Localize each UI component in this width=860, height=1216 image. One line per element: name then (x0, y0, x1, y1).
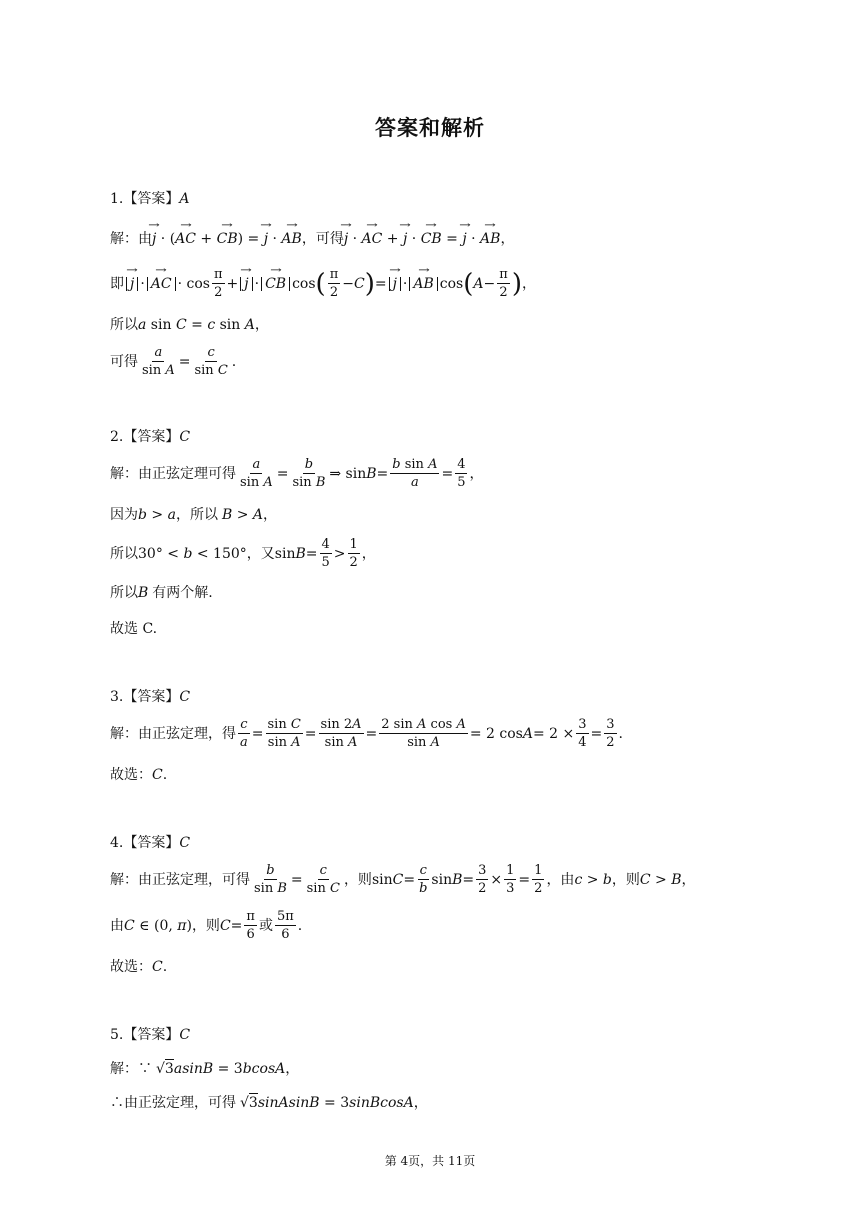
q4-l1-mid2: ，由 (546, 871, 575, 888)
q3-answer-label: 3.【答案】 (110, 689, 180, 705)
q4-l1-formula-a: $\frac{b}{\text{sin B}}$ = $\frac{c}{\text{sin C}}$ (254, 863, 340, 896)
page-footer: 第 4页，共 11页 (384, 1154, 476, 1168)
q5-l1-prefix: 解：∵ (110, 1061, 152, 1077)
q2-solution-line-5 (110, 622, 157, 636)
q2-answer-label: 2.【答案】 (110, 429, 180, 445)
q2-l2-formula-a: b > a (138, 507, 176, 523)
q1-answer-value: A (179, 191, 190, 207)
q2-l4-var: B (138, 585, 149, 601)
q2-conclusion: 故选 C. (110, 621, 158, 637)
q1-l2-formula: → j · → AC · cos $\frac{\pi}{2}$ + → j · → CB cos ( $\frac{\pi}{2}$ − C ) = → j · → AB cos ( A − $\frac{\pi}{2}$ ) ， (124, 268, 536, 299)
q2-solution-line-2 (110, 508, 277, 522)
q4-l1-formula-d: C > B， (639, 871, 696, 888)
q5-answer-line (110, 1028, 190, 1042)
q2-l2-formula-b: B > A， (221, 507, 278, 523)
q4-answer-line (110, 836, 190, 850)
q2-answer-value: C (179, 429, 191, 445)
q4-l1-formula-c: c > b (574, 871, 612, 888)
q4-l1-mid3: ，则 (611, 871, 640, 888)
q2-solution-line-1 (110, 458, 483, 489)
q4-l1-mid1: ，则 (343, 871, 372, 888)
q2-solution-line-4 (110, 586, 213, 600)
q1-solution-line-1 (110, 232, 514, 246)
q2-l3-formula-b: sin B = $\frac{4}{5}$ > $\frac{1}{2}$ ， (274, 537, 376, 570)
q4-l2-formula-b: C = $\frac{\pi}{6}$ 或 $\frac{5\pi}{6}$ . (219, 909, 303, 942)
q2-l4-prefix: 所以 (110, 585, 138, 601)
q1-solution-line-2 (110, 268, 536, 299)
q2-l1-prefix: 解：由正弦定理可得 (110, 465, 236, 482)
q1-l1-mid: ，可得 (301, 231, 344, 247)
q2-answer-line (110, 430, 190, 444)
page-title: 答案和解析 (375, 116, 485, 140)
q1-l1-prefix: 解：由 (110, 231, 152, 247)
q1-answer-line (110, 192, 189, 206)
q2-l3-mid: ，又 (246, 545, 275, 562)
q4-l2-mid: ，则 (191, 917, 220, 934)
q3-conclusion-label: 故选： (110, 767, 152, 783)
q4-conclusion-label: 故选： (110, 959, 152, 975)
q1-l1-formula-b: → j · → AC + → j · → CB = → j · → AB， (344, 232, 515, 246)
q2-l2-prefix: 因为 (110, 507, 138, 523)
q4-l2-formula-a: C ∈ (0, π) (124, 917, 192, 934)
q4-solution-line-3: 故选： C . (110, 959, 168, 975)
q2-solution-line-3 (110, 538, 376, 569)
q3-solution-line-2: 故选： C . (110, 767, 168, 783)
q5-l1-formula: √3asinB = 3bcosA， (156, 1061, 300, 1077)
q5-solution-line-2 (110, 1096, 428, 1110)
q4-l2-prefix: 由 (110, 917, 124, 934)
q4-conclusion-value: C (152, 959, 163, 975)
q1-answer-label: 1.【答案】 (110, 191, 180, 207)
q1-l4-formula: $\frac{a}{\text{sin A}}$ = $\frac{c}{\text{sin C}}$ . (142, 345, 237, 378)
q1-l2-prefix: 即 (110, 275, 124, 292)
q4-answer-value: C (179, 835, 191, 851)
q3-l1-formula: $\frac{c}{a}$ = $\frac{\text{sin C}}{\text{sin A}}$ = $\frac{\sin 2A}{\text{sin A}}$ = $\frac{\text{2 sin A cos A}}{\text{sin A}}$ = 2 cos A = 2 × $\frac{3}{4}$ = $\frac{3}{2}$ . (240, 717, 623, 750)
q5-l2-prefix: ∴由正弦定理，可得 (110, 1095, 236, 1111)
q1-l3-formula: a sin C = c sin A， (138, 317, 269, 333)
q4-l1-formula-b: sin C = $\frac{c}{b}$ sin B = $\frac{3}{2}$ × $\frac{1}{3}$ = $\frac{1}{2}$ (371, 863, 543, 896)
q3-answer-value: C (179, 689, 191, 705)
q5-solution-line-1 (110, 1062, 299, 1076)
q1-solution-line-3 (110, 318, 269, 332)
q3-answer-line (110, 690, 190, 704)
q1-l4-prefix: 可得 (110, 353, 138, 370)
q1-l1-formula-a: → j · (→ AC + → CB) = → j · → AB (152, 232, 302, 246)
q3-l1-prefix: 解：由正弦定理，得 (110, 725, 236, 742)
q1-solution-line-4 (110, 346, 236, 377)
q2-l1-formula: $\frac{a}{\text{sin A}}$ = $\frac{b}{\text{sin B}}$ ⇒ sin B = $\frac{\text{b sin A}}{a}$ = $\frac{4}{5}$ ， (240, 457, 484, 490)
q5-answer-label: 5.【答案】 (110, 1027, 180, 1043)
q5-answer-value: C (179, 1027, 191, 1043)
q4-solution-line-2 (110, 910, 302, 941)
q2-l3-prefix: 所以 (110, 545, 138, 562)
q4-solution-line-1 (110, 864, 696, 895)
q3-solution-line-1 (110, 718, 623, 749)
q2-l2-mid: ，所以 (175, 507, 218, 523)
q4-answer-label: 4.【答案】 (110, 835, 180, 851)
q2-l4-suffix: 有两个解. (152, 585, 213, 601)
q4-l2-or: 或 (258, 917, 273, 934)
q1-l3-prefix: 所以 (110, 317, 138, 333)
q2-l3-formula-a: 30° < b < 150° (138, 545, 247, 562)
q3-conclusion-value: C (152, 767, 163, 783)
q4-l1-prefix: 解：由正弦定理，可得 (110, 871, 250, 888)
q5-l2-formula: √3sinAsinB = 3sinBcosA， (240, 1095, 428, 1111)
